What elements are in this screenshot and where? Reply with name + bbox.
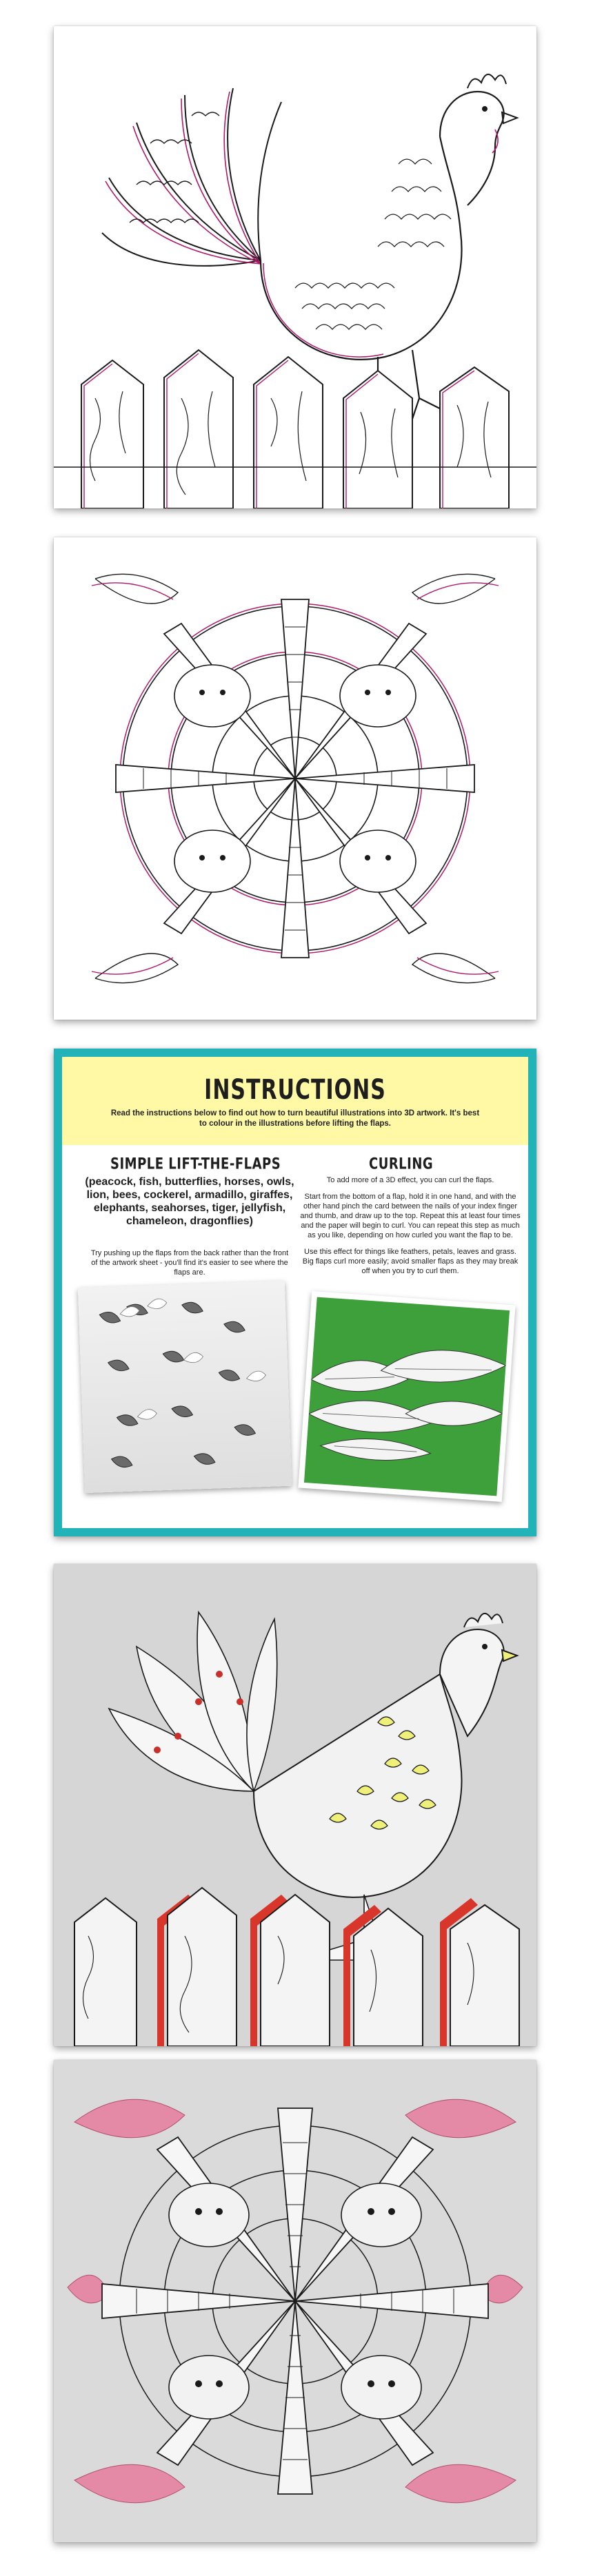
rooster-3d-photo-page <box>54 1564 536 2046</box>
mandala-illustration <box>54 537 536 1020</box>
instructions-page <box>54 1049 536 1536</box>
curling-paragraph-1: To add more of a 3D effect, you can curl the flaps. <box>326 1176 494 1184</box>
lift-the-flaps-tip: Try pushing up the flaps from the back rather than the front of the artwork sheet - you'll find it's easier to see where the flaps are. <box>90 1249 289 1277</box>
mandala-line-art-page <box>54 537 536 1020</box>
mandala-3d-photo-page <box>54 2060 536 2542</box>
lifted-flaps-photo <box>78 1281 292 1493</box>
curling-paragraph-3: Use this effect for things like feathers, petals, leaves and grass. Big flaps curl more easily; avoid smaller flaps as they may break off when you try to curl them. <box>302 1248 519 1275</box>
curled-flaps-photo-content <box>304 1297 510 1496</box>
lift-the-flaps-animals: (peacock, fish, butterflies, horses, owls, lion, bees, cockerel, armadillo, giraffes, elephants, seahorses, tiger, jellyfish, chameleon, dragonflies) <box>85 1176 294 1227</box>
mandala-3d-photo <box>54 2060 536 2542</box>
rooster-illustration <box>54 26 536 508</box>
curling-instructions <box>300 1175 521 1283</box>
lift-the-flaps-heading: SIMPLE LIFT-THE-FLAPS <box>110 1155 281 1173</box>
instructions-title: INSTRUCTIONS <box>204 1073 386 1106</box>
instructions-header <box>62 1057 528 1145</box>
curled-flaps-photo <box>298 1291 515 1502</box>
instructions-intro: Read the instructions below to find out how to turn beautiful illustrations into 3D artwork. It's best to colour in the illustrations before lifting the flaps. <box>110 1109 480 1128</box>
instructions-panel <box>62 1057 528 1528</box>
curling-paragraph-2: Start from the bottom of a flap, hold it in one hand, and with the other hand pinch the card between the nails of your index finger and thumb, and draw up to the top. Repeat this at least four times and the paper will begin to curl. You can repeat this step as much as you like, depending on how curled you want the flap to be. <box>300 1193 521 1239</box>
curled-leaves-image <box>304 1297 510 1496</box>
rooster-3d-photo <box>54 1564 536 2046</box>
dragonfly-flaps-image <box>78 1281 292 1493</box>
curling-heading: CURLING <box>369 1155 434 1173</box>
rooster-line-art-page <box>54 26 536 508</box>
